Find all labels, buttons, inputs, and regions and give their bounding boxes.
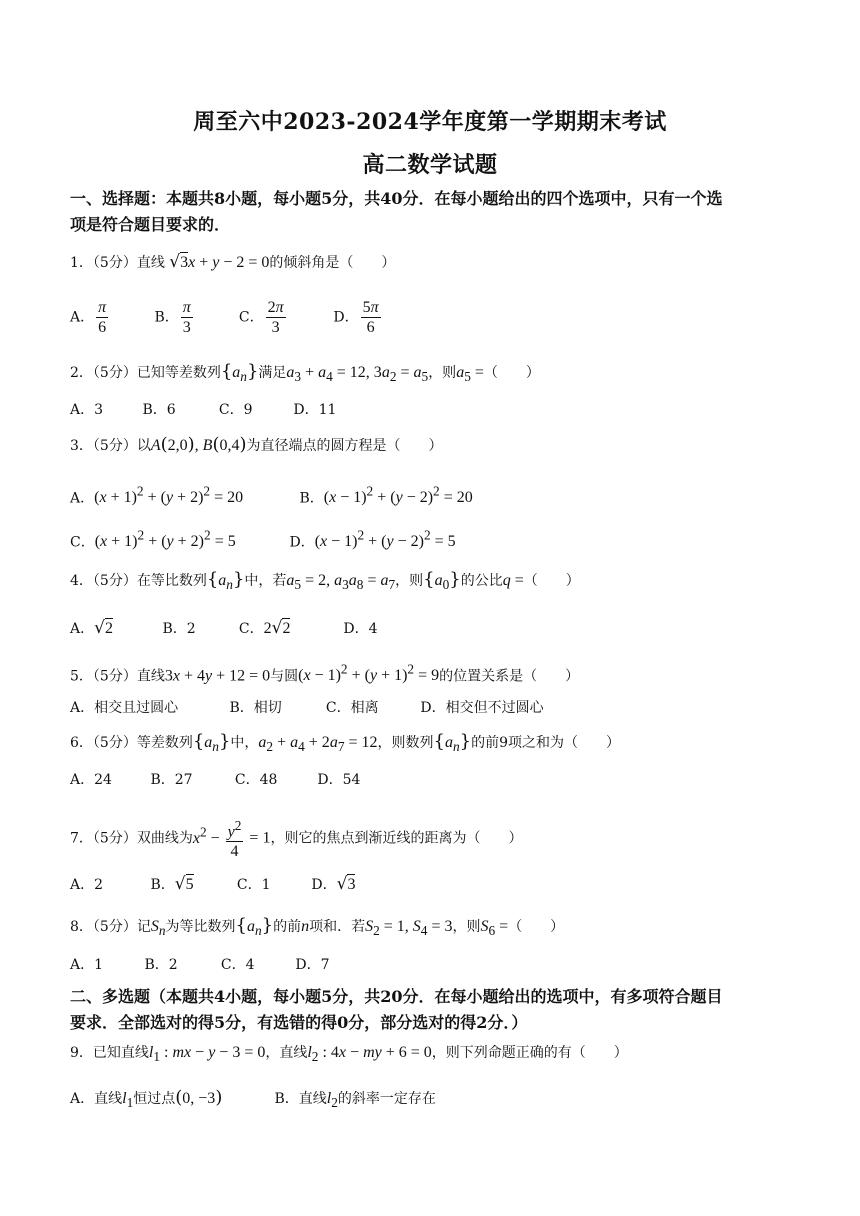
option[interactable]: C．48 — [234, 772, 278, 788]
option[interactable]: D．相交但不过圆心 — [420, 700, 544, 716]
option[interactable]: B．直线$l_2$的斜率一定存在 — [274, 1090, 436, 1111]
question-7: 7．（5分）双曲线为$x^2$ − $\frac{y^2}{4}$ = 1，则它的焦点到渐近线的距离为（ ） — [70, 818, 523, 861]
question-1-options — [70, 298, 810, 337]
option[interactable]: D．√3 — [311, 874, 356, 894]
question-5: 5．（5分）直线3x + 4y + 12 = 0与圆$(x - 1)^2 + (y + 1)^2 = 9$的位置关系是（ ） — [70, 662, 580, 685]
question-8-options — [70, 955, 810, 975]
option[interactable]: A．相交且过圆心 — [70, 700, 179, 716]
option[interactable]: B．2 — [162, 621, 196, 637]
option[interactable]: A．$(x + 1)^2 + (y + 2)^2 = 20$ — [70, 484, 244, 507]
option[interactable]: B．6 — [142, 402, 176, 418]
option[interactable]: B．√5 — [150, 874, 194, 894]
option[interactable]: A．24 — [70, 772, 112, 788]
question-1: 1．（5分）直线 √3x + y − 2 = 0的倾斜角是（ ） — [70, 252, 396, 272]
option[interactable]: B． $\frac{\pi}{3}$ — [154, 299, 191, 336]
option[interactable]: B．2 — [144, 957, 178, 973]
option[interactable]: C．4 — [220, 957, 255, 973]
question-6-options — [70, 770, 810, 790]
question-4: 4．（5分）在等比数列$\{a_n\}$中，若$a_5 = 2$, $a_3a_8 = a_7$，则$\{a_0\}$的公比q =（ ） — [70, 569, 580, 593]
question-7-options — [70, 874, 810, 895]
option[interactable]: D．$(x - 1)^2 + (y - 2)^2 = 5$ — [289, 528, 456, 551]
section-2-heading: 二、多选题（本题共4小题，每小题5分，共20分．在每小题给出的选项中，有多项符合题目 要求．全部选对的得5分，有选错的得0分，部分选对的得2分．） — [70, 987, 723, 1032]
question-3: 3．（5分）以A(2,0), B(0,4)为直径端点的圆方程是（ ） — [70, 434, 443, 455]
exam-title: 周至六中2023-2024学年度第一学期期末考试 — [193, 109, 667, 135]
option[interactable]: A．√2 — [70, 618, 113, 638]
option[interactable]: A．3 — [70, 402, 104, 418]
option[interactable]: C．9 — [218, 402, 253, 418]
option[interactable]: D．11 — [293, 402, 337, 418]
option[interactable]: D．4 — [343, 621, 378, 637]
section-1-heading: 一、选择题：本题共8小题，每小题5分，共40分．在每小题给出的四个选项中，只有一个选 项是符合题目要求的． — [70, 189, 723, 234]
option[interactable]: B．相切 — [229, 700, 282, 716]
option[interactable]: C．$(x + 1)^2 + (y + 2)^2 = 5$ — [70, 528, 236, 551]
question-6: 6．（5分）等差数列$\{a_n\}$中，$a_2 + a_4 + 2a_7 = 12$，则数列$\{a_n\}$的前9项之和为（ ） — [70, 731, 621, 755]
option[interactable]: D．54 — [317, 772, 361, 788]
question-4-options — [70, 618, 810, 639]
question-3-options-cd — [70, 526, 810, 552]
option[interactable]: B．$(x - 1)^2 + (y - 2)^2 = 20$ — [299, 484, 473, 507]
exam-subtitle: 高二数学试题 — [362, 152, 498, 178]
option[interactable]: C． $\frac{2\pi}{3}$ — [238, 299, 284, 336]
option[interactable]: B．27 — [150, 772, 193, 788]
option[interactable]: A．直线$l_1$恒过点(0, −3) — [70, 1087, 223, 1111]
question-8: 8．（5分）记$S_n$为等比数列$\{a_n\}$的前n项和．若$S_2 = 1$, $S_4 = 3$，则$S_6$ =（ ） — [70, 915, 565, 939]
question-3-options-ab — [70, 482, 810, 508]
question-2-options — [70, 400, 810, 420]
option[interactable]: D．7 — [295, 957, 330, 973]
question-2: 2．（5分）已知等差数列$\{a_n\}$满足$a_3 + a_4 = 12$, $3a_2 = a_5$，则$a_5$ =（ ） — [70, 361, 540, 385]
option[interactable]: A．2 — [70, 877, 104, 893]
question-9: 9．已知直线$l_1$ : mx − y − 3 = 0，直线$l_2$ : 4x − my + 6 = 0，则下列命题正确的有（ ） — [70, 1044, 628, 1065]
option[interactable]: A． $\frac{\pi}{6}$ — [70, 299, 107, 336]
option[interactable]: C．相离 — [325, 700, 379, 716]
question-5-options — [70, 698, 810, 718]
option[interactable]: C．1 — [236, 877, 271, 893]
question-9-options — [70, 1088, 810, 1113]
option[interactable]: C．2√2 — [238, 618, 291, 638]
option[interactable]: A．1 — [70, 957, 104, 973]
option[interactable]: D． $\frac{5\pi}{6}$ — [333, 299, 379, 336]
